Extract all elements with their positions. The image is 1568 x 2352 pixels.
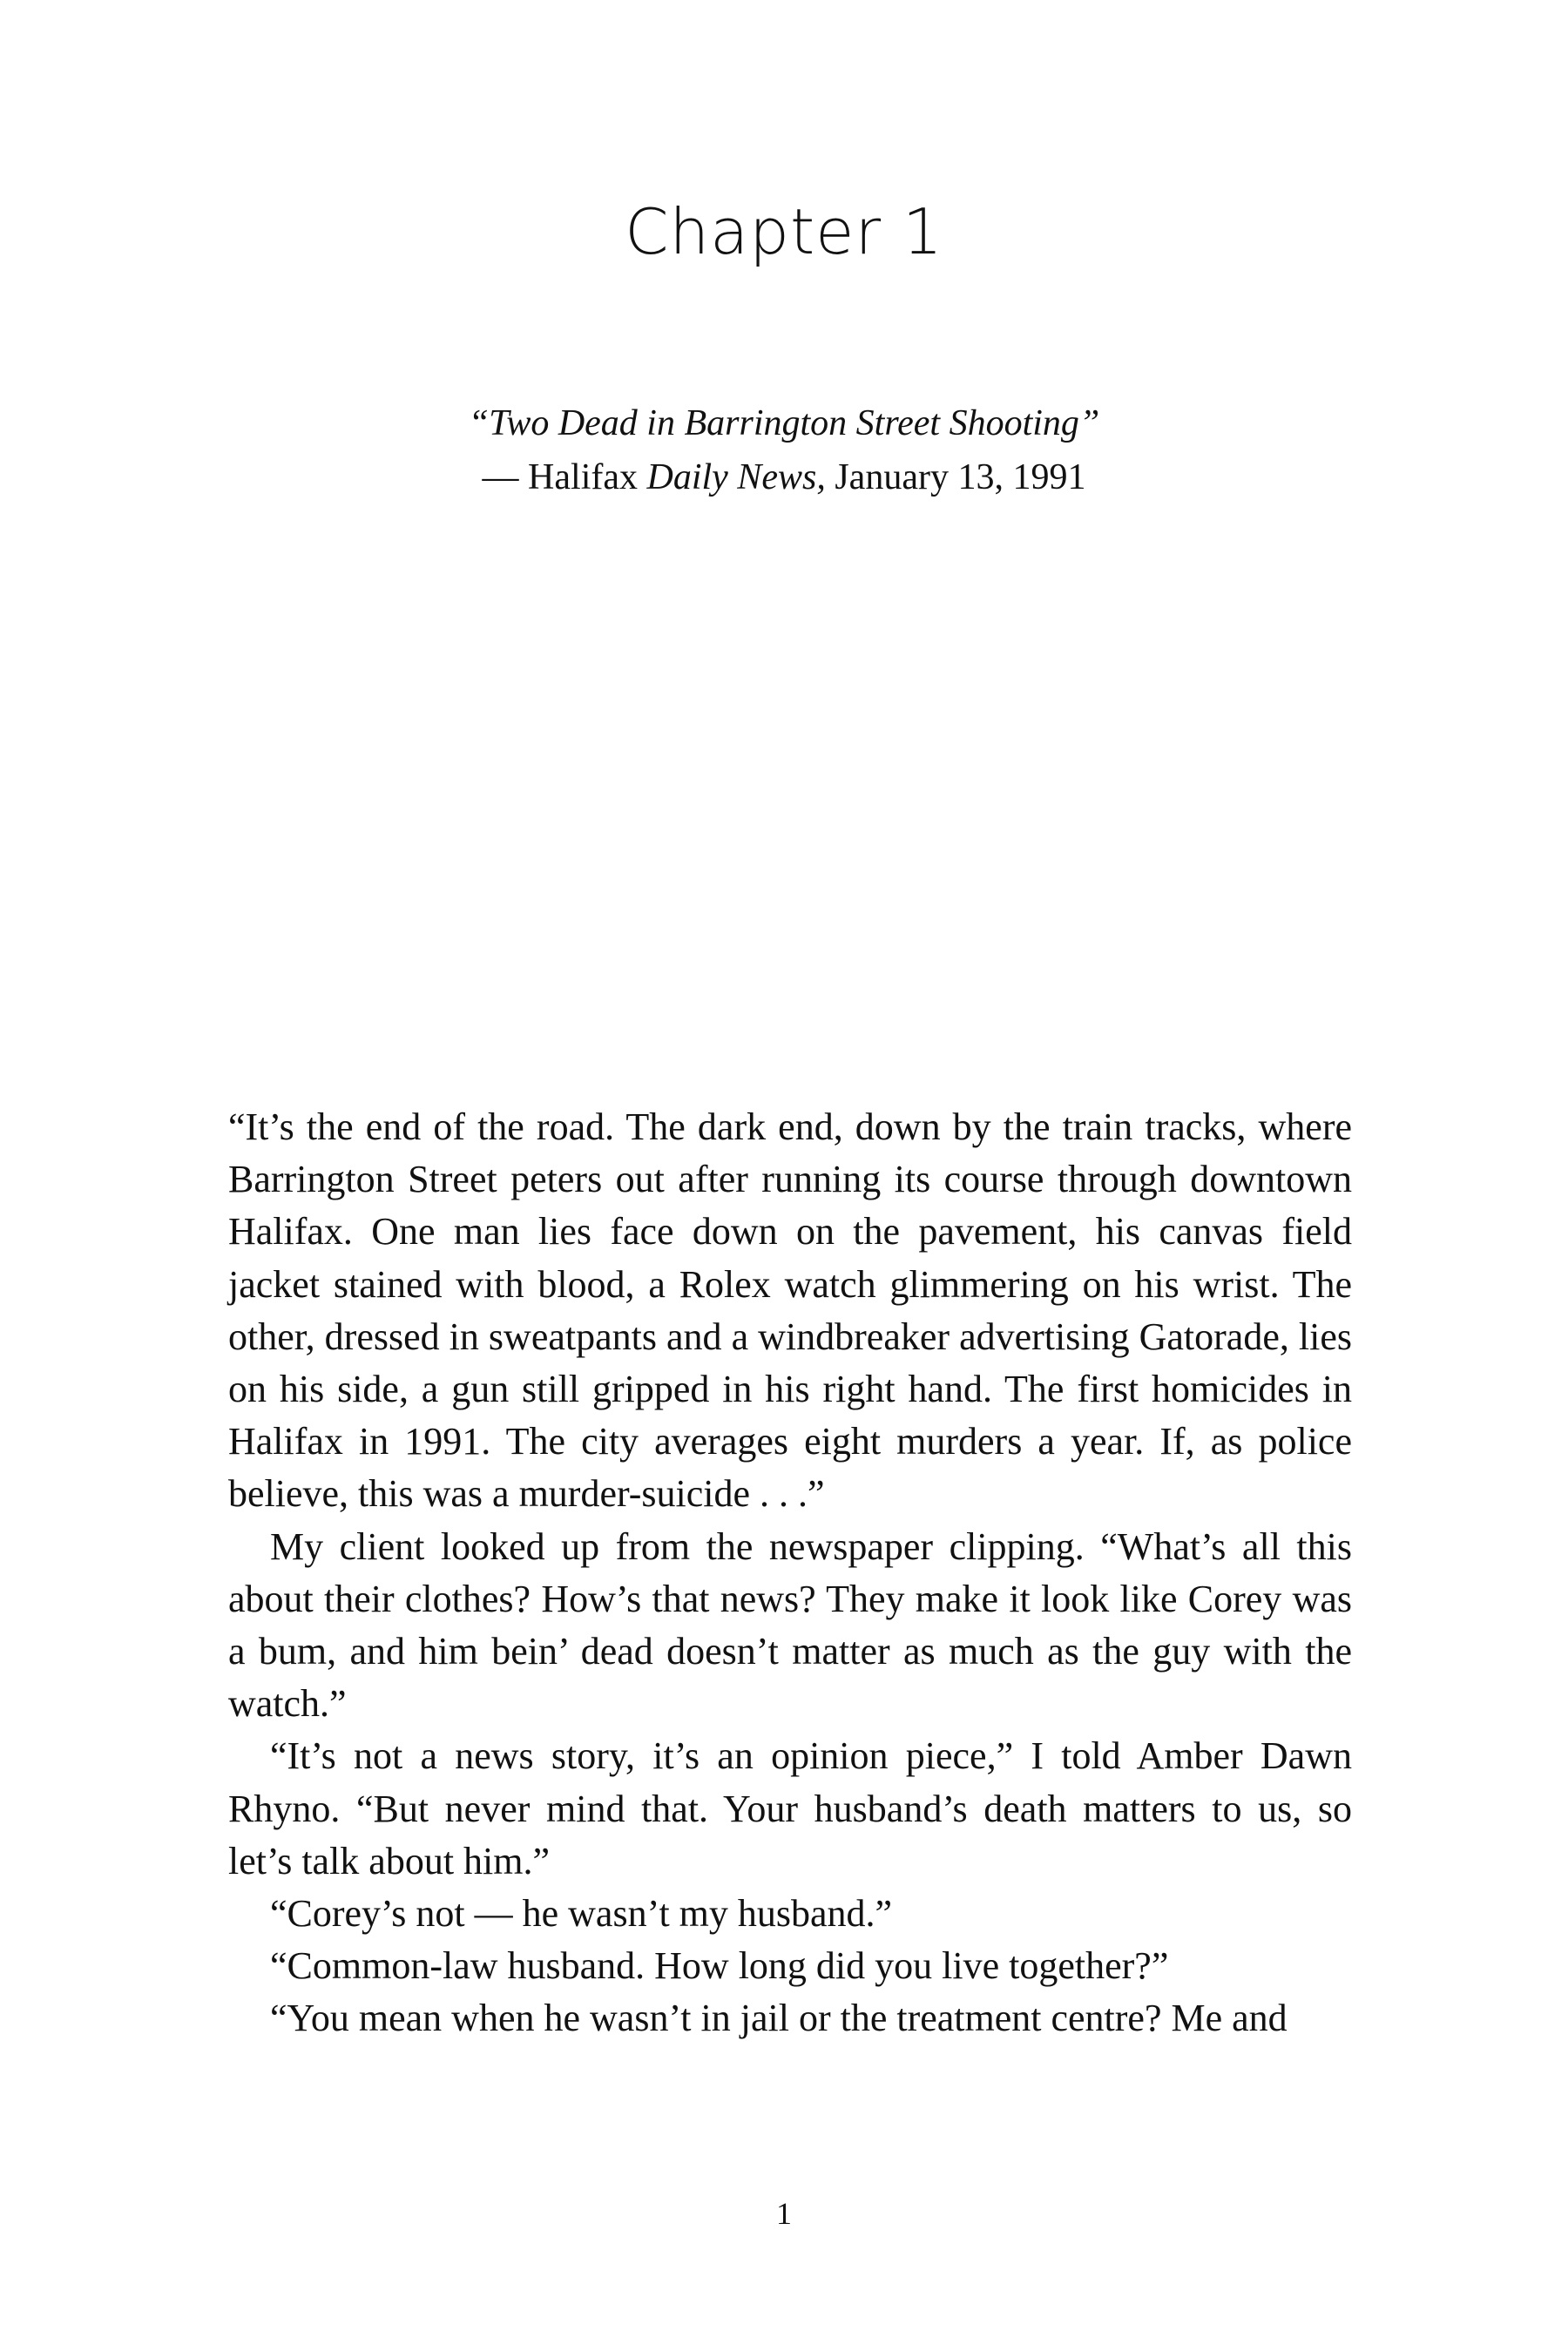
page-number: 1 — [776, 2196, 792, 2231]
epigraph-source-date: January 13, 1991 — [825, 457, 1086, 497]
body-paragraph-5: “Common-law husband. How long did you live together?” — [270, 1944, 1169, 1988]
epigraph-source-prefix: — Halifax — [482, 457, 647, 497]
body-paragraph-2: My client looked up from the newspaper clipping. “What’s all this about their clothes? How’s that news? They make it look like Corey was a bum, and him bein’ dead doesn’t matter as much as the guy with the watch.” — [228, 1524, 1352, 1726]
body-paragraph-3: “It’s not a news story, it’s an opinion piece,” I told Amber Dawn Rhyno. “But never mind that. Your husband’s death matters to us, so let’s talk about him.” — [228, 1734, 1352, 1882]
body-paragraph-4: “Corey’s not — he wasn’t my husband.” — [270, 1892, 893, 1936]
epigraph-source — [0, 450, 1568, 504]
body-text — [228, 1101, 1352, 2045]
epigraph-headline: “Two Dead in Barrington Street Shooting” — [468, 403, 1100, 443]
epigraph-source-paper: Daily News, — [646, 457, 826, 497]
chapter-title: Chapter 1 — [625, 195, 943, 268]
epigraph — [0, 396, 1568, 504]
body-paragraph-6: “You mean when he wasn’t in jail or the treatment centre? Me and — [270, 1997, 1288, 2040]
body-paragraph-1: “It’s the end of the road. The dark end, down by the train tracks, where Barrington Street peters out after running its course through downtown Halifax. One man lies face down on the pavement, his canvas field jacket stained with blood, a Rolex watch glimmering on his wrist. The other, dressed in sweatpants and a windbreaker advertising Gatorade, lies on his side, a gun still gripped in his right hand. The first homicides in Halifax in 1991. The city averages eight murders a year. If, as police believe, this was a murder-suicide . . .” — [228, 1105, 1352, 1516]
